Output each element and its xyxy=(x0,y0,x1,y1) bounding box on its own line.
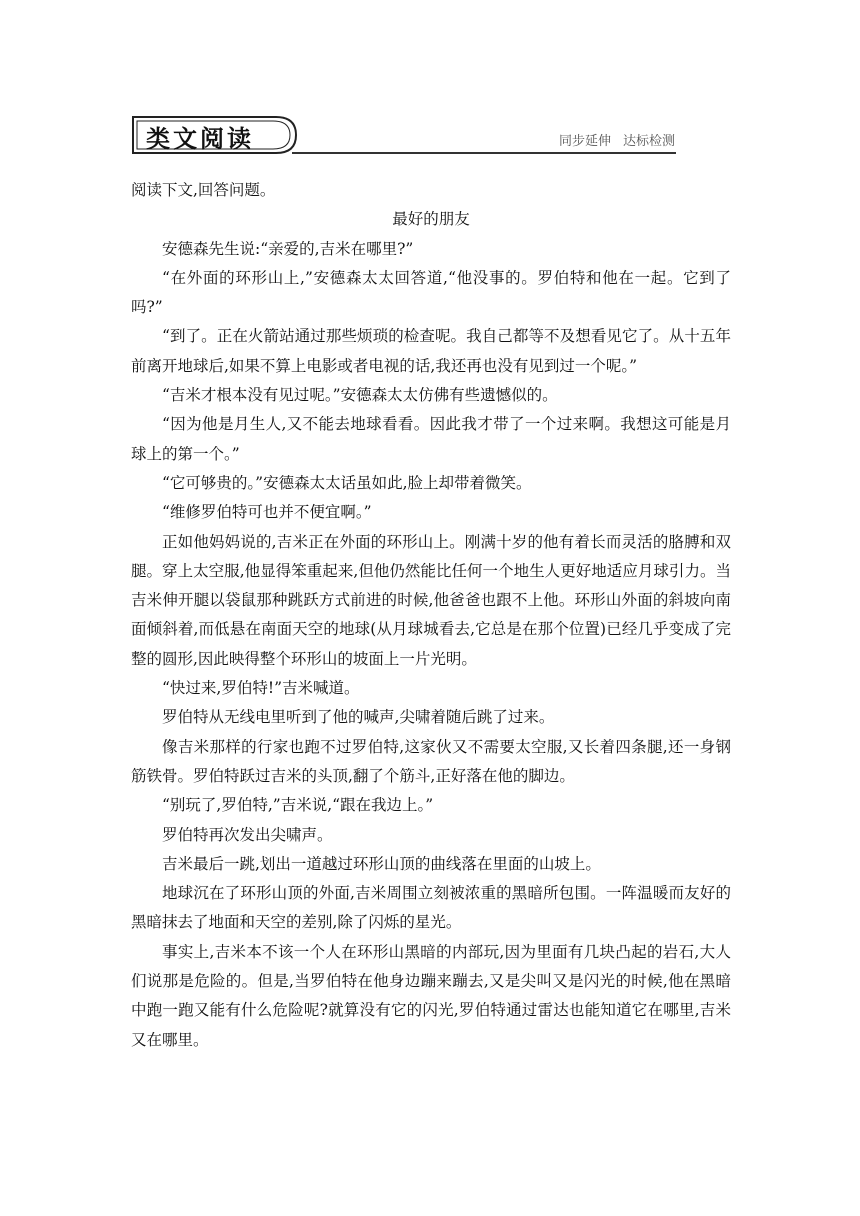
paragraph: 罗伯特从无线电里听到了他的喊声,尖啸着随后跳了过来。 xyxy=(162,708,555,727)
article-body xyxy=(131,176,731,1055)
instruction-text: 阅读下文,回答问题。 xyxy=(131,181,276,199)
paragraph: “到了。正在火箭站通过那些烦琐的检查呢。我自己都等不及想看见它了。从十五年前离开地球后,如果不算上电影或者电视的话,我还再也没有见到过一个呢。” xyxy=(131,327,731,375)
paragraph: 地球沉在了环形山顶的外面,吉米周围立刻被浓重的黑暗所包围。一阵温暖而友好的黑暗抹去了地面和天空的差别,除了闪烁的星光。 xyxy=(131,884,731,932)
paragraph: “别玩了,罗伯特,”吉米说,“跟在我边上。” xyxy=(162,796,434,815)
header-subtitle xyxy=(559,130,675,149)
paragraph: “它可够贵的。”安德森太太话虽如此,脸上却带着微笑。 xyxy=(162,473,532,492)
paragraph: 像吉米那样的行家也跑不过罗伯特,这家伙又不需要太空服,又长着四条腿,还一身钢筋铁骨。罗伯特跃过吉米的头顶,翻了个筋斗,正好落在他的脚边。 xyxy=(131,737,731,785)
header-subtitle-item: 同步延伸 xyxy=(558,134,611,149)
paragraph: “在外面的环形山上,”安德森太太回答道,“他没事的。罗伯特和他在一起。它到了吗?” xyxy=(131,268,731,317)
header-subtitle-item: 达标检测 xyxy=(622,134,675,149)
paragraph: 罗伯特再次发出尖啸声。 xyxy=(162,825,333,844)
paragraph: “吉米才根本没有见过呢。”安德森太太仿佛有些遗憾似的。 xyxy=(162,386,558,405)
article-title: 最好的朋友 xyxy=(392,210,470,229)
paragraph: 正如他妈妈说的,吉米正在外面的环形山上。刚满十岁的他有着长而灵活的胳膊和双腿。穿上太空服,他显得笨重起来,但他仍然能比任何一个地生人更好地适应月球引力。当吉米伸开腿以袋鼠那种跳跃方式前进的时候,他爸爸也跟不上他。环形山外面的斜坡向南面倾斜着,而低悬在南面天空的地球(从月球城看去,它总是在那个位置)已经几乎变成了完整的圆形,因此映得整个环形山的坡面上一片光明。 xyxy=(131,532,731,668)
section-header xyxy=(132,116,677,158)
paragraph: “因为他是月生人,又不能去地球看看。因此我才带了一个过来啊。我想这可能是月球上的第一个。” xyxy=(131,415,731,463)
paragraph: “快过来,罗伯特!”吉米喊道。 xyxy=(162,679,360,698)
section-title: 类文阅读 xyxy=(146,125,254,153)
header-divider xyxy=(292,152,676,154)
paragraph: 安德森先生说:“亲爱的,吉米在哪里?” xyxy=(162,239,414,258)
section-title-tab xyxy=(132,116,296,154)
paragraph: “维修罗伯特可也并不便宜啊。” xyxy=(162,503,372,522)
paragraph: 事实上,吉米本不该一个人在环形山黑暗的内部玩,因为里面有几块凸起的岩石,大人们说那是危险的。但是,当罗伯特在他身边蹦来蹦去,又是尖叫又是闪光的时候,他在黑暗中跑一跑又能有什么危险呢?就算没有它的闪光,罗伯特通过雷达也能知道它在哪里,吉米又在哪里。 xyxy=(131,942,731,1049)
paragraph: 吉米最后一跳,划出一道越过环形山顶的曲线落在里面的山坡上。 xyxy=(162,854,601,873)
